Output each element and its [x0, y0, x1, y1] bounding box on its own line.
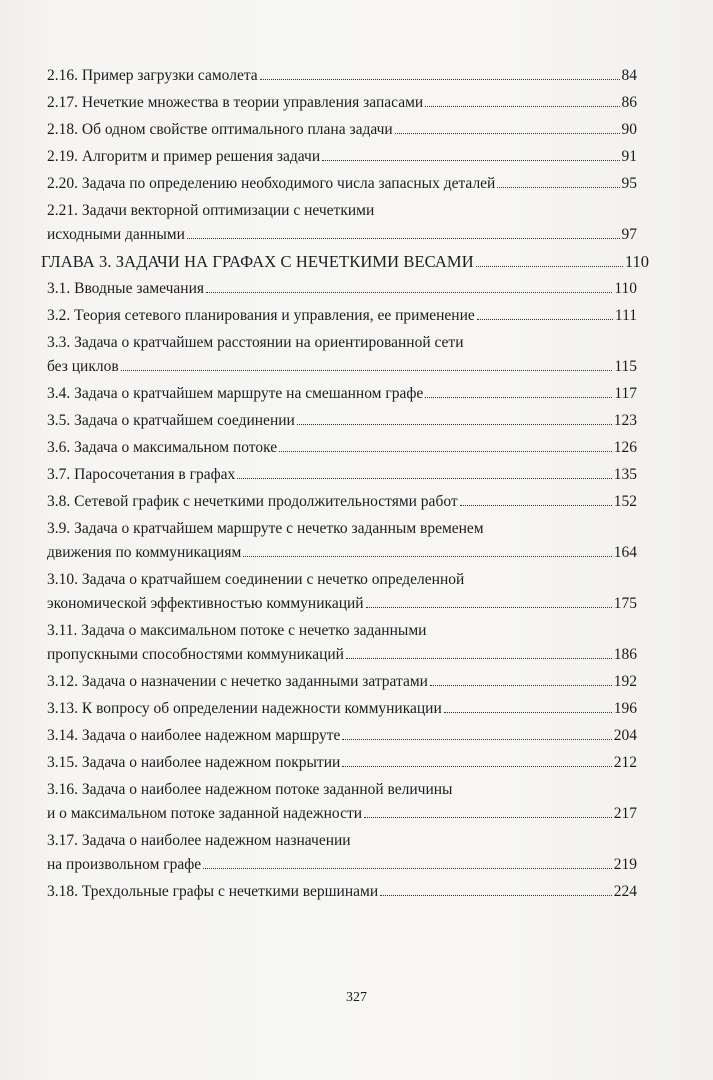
toc-entry-title-first-line: 2.21. Задачи векторной оптимизации с нечеткими [47, 202, 375, 219]
dot-leader [279, 451, 612, 452]
toc-entry [47, 145, 637, 169]
dot-leader [380, 895, 612, 896]
toc-entry [47, 409, 637, 433]
toc-entry [47, 199, 637, 247]
toc-entry-page: 115 [614, 358, 637, 375]
dot-leader [460, 505, 612, 506]
toc-entry [47, 118, 637, 142]
toc-entry [47, 619, 637, 667]
toc-entry-title: ГЛАВА 3. ЗАДАЧИ НА ГРАФАХ С НЕЧЕТКИМИ ВЕСАМИ [41, 252, 474, 271]
toc-entry-page: 186 [613, 646, 637, 663]
toc-entry-title: 3.7. Паросочетания в графах [47, 466, 236, 483]
toc-entry [47, 490, 637, 514]
toc-entry [47, 829, 637, 877]
toc-entry [47, 64, 637, 88]
toc-entry-title: и о максимальном потоке заданной надежности [47, 805, 363, 822]
toc-entry-title-first-line: 3.11. Задача о максимальном потоке с нечетко заданными [47, 622, 427, 639]
toc-entry-title-first-line: 3.3. Задача о кратчайшем расстоянии на ориентированной сети [47, 334, 464, 351]
toc-entry-title: 2.20. Задача по определению необходимого числа запасных деталей [47, 175, 496, 192]
toc-entry [47, 463, 637, 487]
toc-entry [47, 331, 637, 379]
dot-leader [476, 266, 623, 267]
toc-entry [47, 724, 637, 748]
toc-entry-title: без циклов [47, 358, 119, 375]
toc-entry-title: 3.5. Задача о кратчайшем соединении [47, 412, 295, 429]
dot-leader [430, 685, 612, 686]
toc-entry-page: 97 [621, 226, 637, 243]
dot-leader [425, 106, 619, 107]
toc-entry-title: 2.18. Об одном свойстве оптимального плана задачи [47, 121, 393, 138]
toc-entry-page: 196 [613, 700, 637, 717]
toc-entry [47, 304, 637, 328]
toc-entry-title-first-line: 3.17. Задача о наиболее надежном назначении [47, 832, 351, 849]
toc-entry-title-first-line: 3.16. Задача о наиболее надежном потоке заданной величины [47, 781, 453, 798]
toc-entry-title: 3.4. Задача о кратчайшем маршруте на смешанном графе [47, 385, 424, 402]
toc-entry-page: 84 [621, 67, 637, 84]
toc-entry [47, 670, 637, 694]
toc-entry-title: 3.6. Задача о максимальном потоке [47, 439, 278, 456]
toc-entry-title-first-line: 3.10. Задача о кратчайшем соединении с нечетко определенной [47, 571, 465, 588]
toc-entry-title: на произвольном графе [47, 856, 202, 873]
dot-leader [121, 370, 613, 371]
toc-entry-title: 3.8. Сетевой график с нечеткими продолжительностями работ [47, 493, 458, 510]
dot-leader [237, 478, 611, 479]
toc-entry-page: 90 [621, 121, 637, 138]
toc-entry [47, 172, 637, 196]
dot-leader [297, 424, 612, 425]
dot-leader [395, 133, 620, 134]
toc-entry [47, 880, 637, 904]
toc-entry-title: 3.14. Задача о наиболее надежном маршруте [47, 727, 341, 744]
dot-leader [364, 817, 612, 818]
dot-leader [477, 319, 613, 320]
dot-leader [206, 292, 612, 293]
dot-leader [366, 607, 612, 608]
toc-entry [47, 778, 637, 826]
toc-entry-page: 111 [614, 307, 637, 324]
toc-entry-page: 126 [613, 439, 637, 456]
dot-leader [346, 658, 612, 659]
dot-leader [322, 160, 619, 161]
toc-entry-page: 217 [613, 805, 637, 822]
dot-leader [444, 712, 612, 713]
toc-entry-page: 192 [613, 673, 637, 690]
dot-leader [342, 766, 611, 767]
page-number: 327 [346, 990, 367, 1005]
dot-leader [260, 79, 620, 80]
toc-chapter-heading [41, 250, 649, 274]
toc-entry-title: 3.18. Трехдольные графы с нечеткими вершинами [47, 883, 379, 900]
toc-entry-page: 91 [621, 148, 637, 165]
toc-entry-title: движения по коммуникациям [47, 544, 242, 561]
toc-entry-page: 135 [613, 466, 637, 483]
toc-entry-title: 2.17. Нечеткие множества в теории управления запасами [47, 94, 424, 111]
toc-entry [47, 436, 637, 460]
toc-entry-page: 175 [613, 595, 637, 612]
table-of-contents [41, 64, 649, 907]
toc-entry-title: 2.19. Алгоритм и пример решения задачи [47, 148, 321, 165]
toc-entry-title: 3.2. Теория сетевого планирования и управления, ее применение [47, 307, 475, 324]
toc-entry-page: 219 [613, 856, 637, 873]
toc-entry [47, 568, 637, 616]
dot-leader [425, 397, 612, 398]
dot-leader [203, 868, 612, 869]
dot-leader [342, 739, 611, 740]
toc-entry-page: 86 [621, 94, 637, 111]
toc-entry-title: 3.12. Задача о назначении с нечетко заданными затратами [47, 673, 428, 690]
toc-entry-title: исходными данными [47, 226, 185, 243]
toc-entry-page: 204 [613, 727, 637, 744]
toc-entry-title-first-line: 3.9. Задача о кратчайшем маршруте с нечетко заданным временем [47, 520, 484, 537]
toc-entry [47, 697, 637, 721]
dot-leader [187, 238, 620, 239]
toc-entry-title: 2.16. Пример загрузки самолета [47, 67, 258, 84]
toc-entry-page: 123 [613, 412, 637, 429]
toc-entry-page: 152 [613, 493, 637, 510]
toc-entry-page: 110 [624, 252, 649, 271]
toc-entry-page: 224 [613, 883, 637, 900]
toc-entry [47, 517, 637, 565]
toc-entry [47, 91, 637, 115]
dot-leader [243, 556, 611, 557]
toc-entry-title: экономической эффективностью коммуникаций [47, 595, 364, 612]
toc-entry-page: 110 [614, 280, 637, 297]
toc-entry-page: 95 [621, 175, 637, 192]
toc-entry [47, 382, 637, 406]
toc-entry-page: 117 [614, 385, 637, 402]
toc-entry-title: 3.15. Задача о наиболее надежном покрытии [47, 754, 341, 771]
toc-entry-page: 212 [613, 754, 637, 771]
toc-entry [47, 751, 637, 775]
toc-entry [47, 277, 637, 301]
toc-entry-page: 164 [613, 544, 637, 561]
toc-entry-title: пропускными способностями коммуникаций [47, 646, 344, 663]
toc-entry-title: 3.13. К вопросу об определении надежности коммуникации [47, 700, 442, 717]
toc-entry-title: 3.1. Вводные замечания [47, 280, 205, 297]
dot-leader [497, 187, 619, 188]
